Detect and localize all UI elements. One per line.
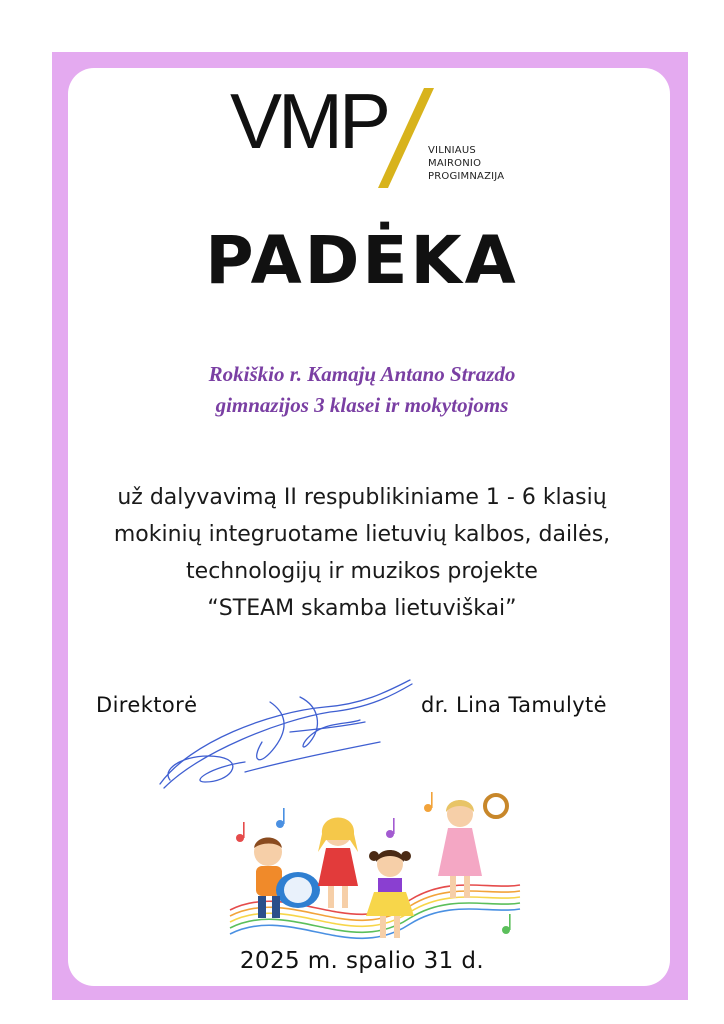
dancing-kids-illustration xyxy=(210,790,530,950)
logo-text: VMP xyxy=(230,84,388,165)
certificate-title: PADĖKA xyxy=(205,222,519,299)
award-reason-text: už dalyvavimą II respublikiniame 1 - 6 klasių mokinių integruotame lietuvių kalbos, dailės, technologijų ir muzikos projekte “STEAM skamba lietuviškai” xyxy=(113,485,611,621)
recipient-text: Rokiškio r. Kamajų Antano Strazdo gimnazijos 3 klasei ir mokytojoms xyxy=(208,362,516,417)
signature xyxy=(150,672,420,797)
director-name: dr. Lina Tamulytė xyxy=(421,693,607,717)
director-label: Direktorė xyxy=(96,693,198,717)
school-name: VILNIAUS MAIRONIO PROGIMNAZIJA xyxy=(428,145,505,182)
issue-date: 2025 m. spalio 31 d. xyxy=(239,948,485,974)
